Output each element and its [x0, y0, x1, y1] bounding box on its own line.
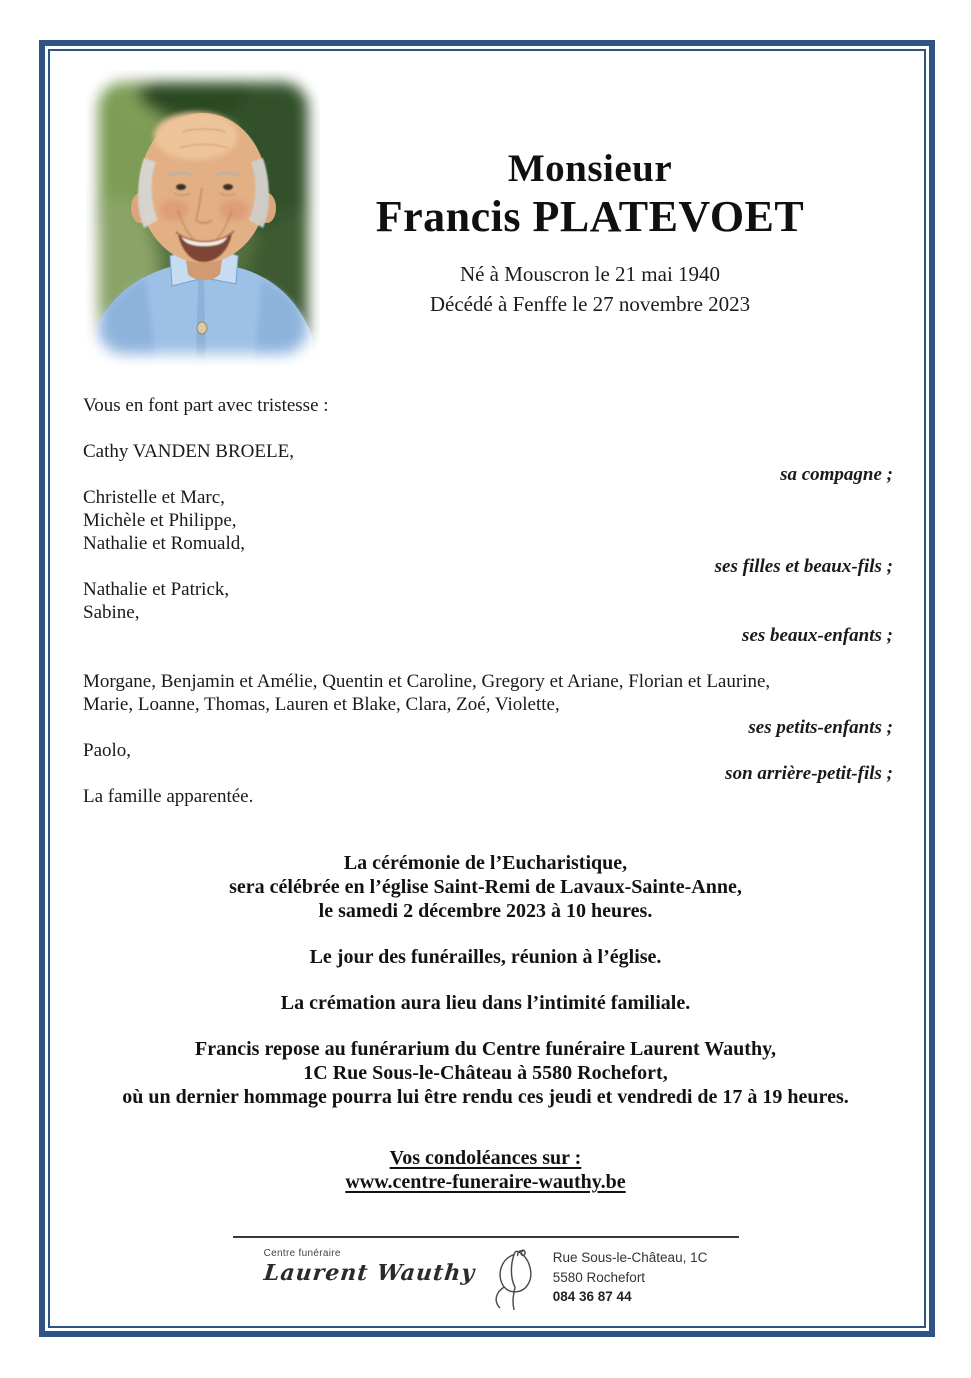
- relationship-label: ses petits-enfants ;: [748, 717, 893, 738]
- family-name-line: Cathy VANDEN BROELE,: [83, 441, 294, 462]
- page-title-honorific: Monsieur: [507, 147, 673, 190]
- header: [290, 146, 890, 319]
- family-name-line: Marie, Loanne, Thomas, Lauren et Blake, Clara, Zoé, Violette,: [83, 694, 560, 715]
- portrait-photo: [86, 70, 320, 366]
- ceremony-paragraph: Le jour des funérailles, réunion à l’église.: [309, 946, 662, 968]
- condolences-block: [60, 1146, 911, 1194]
- ceremony-paragraph: La cérémonie de l’Eucharistique, sera célébrée en l’église Saint-Remi de Lavaux-Sainte-Anne, le samedi 2 décembre 2023 à 10 heures.: [229, 852, 742, 922]
- relationship-label: ses beaux-enfants ;: [742, 625, 893, 646]
- announcement-intro: Vous en font part avec tristesse :: [83, 395, 329, 416]
- brand-name: Laurent Wauthy: [262, 1260, 477, 1286]
- family-name-line: La famille apparentée.: [83, 786, 254, 807]
- relationship-label: son arrière-petit-fils ;: [725, 763, 893, 784]
- birth-line: Né à Mouscron le 21 mai 1940: [459, 261, 721, 286]
- family-name-line: Nathalie et Patrick,: [83, 579, 230, 600]
- family-name-line: Sabine,: [83, 602, 140, 623]
- family-name-line: Paolo,: [83, 740, 132, 761]
- relationship-label: ses filles et beaux-fils ;: [714, 556, 893, 577]
- ceremony-paragraph: La crémation aura lieu dans l’intimité familiale.: [280, 992, 691, 1014]
- condolences-title: Vos condoléances sur :: [389, 1147, 582, 1169]
- phone-number: 084 36 87 44: [552, 1289, 632, 1305]
- brand-tagline: Centre funéraire: [263, 1248, 341, 1259]
- page-title-name: Francis PLATEVOET: [375, 192, 805, 242]
- footer: [0, 1246, 971, 1310]
- family-lines: [83, 440, 893, 808]
- footer-divider: [233, 1236, 739, 1238]
- birth-death-dates: [290, 259, 890, 320]
- ceremony-details: [60, 851, 911, 1194]
- death-line: Décédé à Fenffe le 27 novembre 2023: [429, 292, 751, 317]
- family-name-line: Nathalie et Romuald,: [83, 533, 245, 554]
- portrait-photo-image: [86, 70, 320, 366]
- funeral-home-brand: [264, 1246, 475, 1286]
- ceremony-paragraph: Francis repose au funérarium du Centre funéraire Laurent Wauthy, 1C Rue Sous-le-Château à 5580 Rochefort, où un dernier hommage pourra lui être rendu ces jeudi et vendredi de 17 à 19 heures.: [122, 1038, 849, 1108]
- family-announcement: [83, 394, 893, 808]
- funeral-home-address: [553, 1246, 708, 1307]
- family-name-line: Morgane, Benjamin et Amélie, Quentin et Caroline, Gregory et Ariane, Florian et Laurine,: [83, 671, 771, 692]
- ceremony-paragraphs: [60, 851, 911, 1109]
- calla-lily-icon: [487, 1246, 541, 1310]
- relationship-label: sa compagne ;: [780, 464, 893, 485]
- address-city: 5580 Rochefort: [552, 1269, 646, 1285]
- family-name-line: Michèle et Philippe,: [83, 510, 237, 531]
- family-name-line: Christelle et Marc,: [83, 487, 225, 508]
- condolences-url-link[interactable]: www.centre-funeraire-wauthy.be: [345, 1171, 626, 1193]
- address-street: Rue Sous-le-Château, 1C: [552, 1250, 708, 1265]
